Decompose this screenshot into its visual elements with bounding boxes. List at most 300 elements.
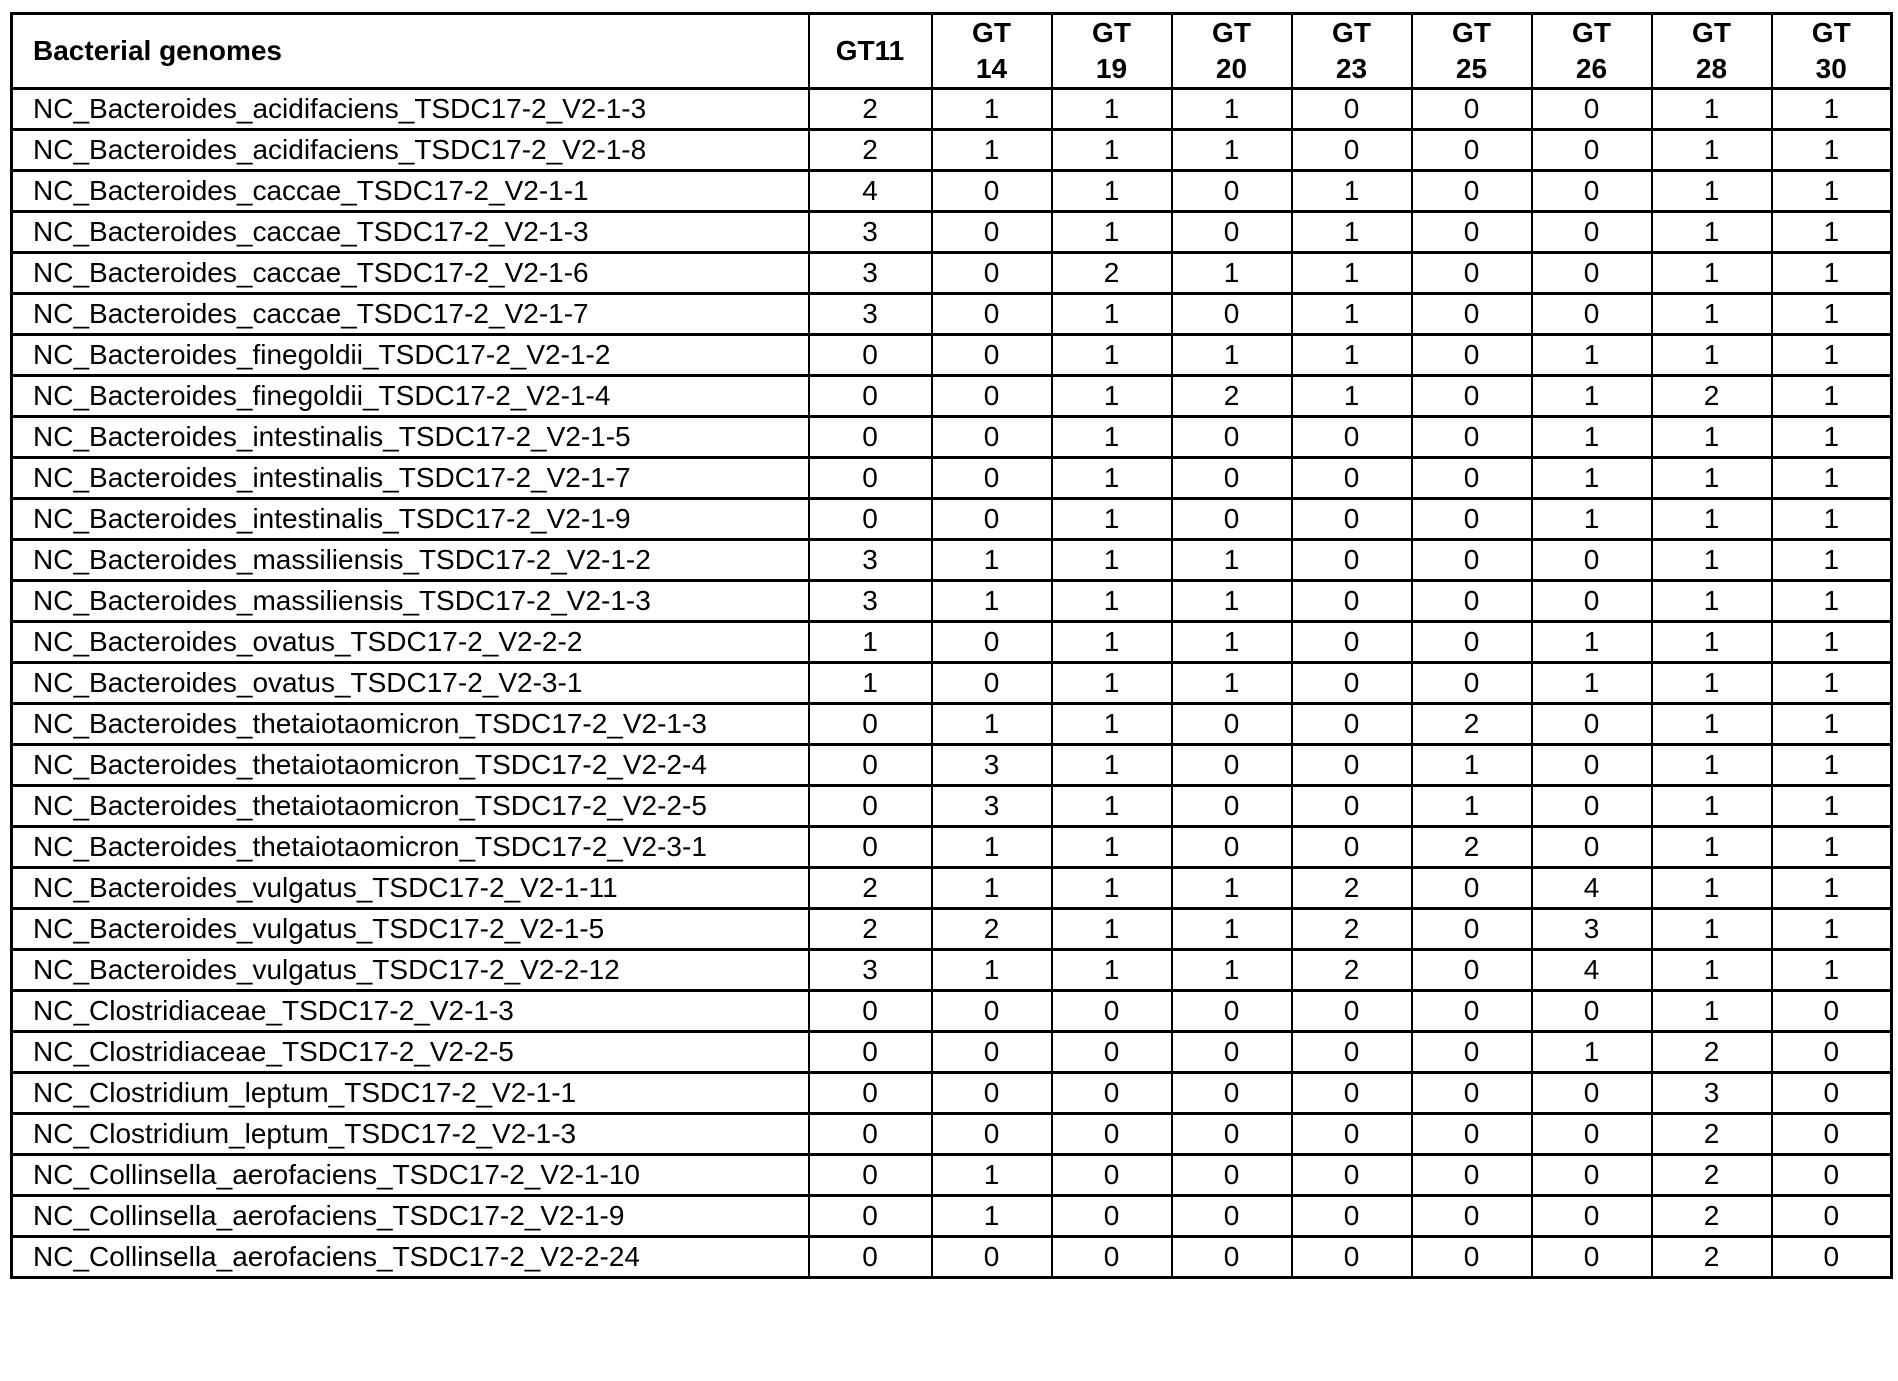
table-row	[12, 499, 1892, 540]
gt-count-cell: 1	[1052, 663, 1172, 704]
gt-count-cell: 2	[1652, 376, 1772, 417]
gt-count-cell: 0	[809, 1155, 932, 1196]
gt-count-cell: 0	[1772, 1032, 1892, 1073]
genome-name-cell: NC_Collinsella_aerofaciens_TSDC17-2_V2-1-10	[12, 1155, 809, 1196]
gt-count-cell: 0	[1412, 294, 1532, 335]
table-row	[12, 745, 1892, 786]
gt-count-cell: 3	[809, 212, 932, 253]
gt-count-cell: 1	[1652, 458, 1772, 499]
genome-name-cell: NC_Bacteroides_intestinalis_TSDC17-2_V2-1-7	[12, 458, 809, 499]
gt-count-cell: 0	[809, 417, 932, 458]
gt-count-cell: 0	[1412, 335, 1532, 376]
gt-count-cell: 0	[809, 499, 932, 540]
gt-count-cell: 1	[1772, 868, 1892, 909]
gt-count-cell: 1	[1052, 171, 1172, 212]
gt-count-cell: 0	[1532, 1196, 1652, 1237]
genome-name-cell: NC_Bacteroides_vulgatus_TSDC17-2_V2-1-11	[12, 868, 809, 909]
table-body	[12, 89, 1892, 1278]
table-row	[12, 458, 1892, 499]
gt-count-cell: 1	[1052, 581, 1172, 622]
gt-count-cell: 1	[1652, 622, 1772, 663]
gt-count-cell: 1	[1772, 786, 1892, 827]
gt-count-cell: 1	[1652, 212, 1772, 253]
column-header-gt: GT 23	[1292, 14, 1412, 89]
table-row	[12, 827, 1892, 868]
gt-count-cell: 0	[1052, 1032, 1172, 1073]
gt-count-cell: 1	[1652, 909, 1772, 950]
table-row	[12, 1155, 1892, 1196]
gt-count-cell: 1	[1772, 376, 1892, 417]
gt-count-cell: 0	[809, 786, 932, 827]
gt-count-cell: 0	[1412, 212, 1532, 253]
gt-count-cell: 0	[1292, 663, 1412, 704]
gt-count-cell: 2	[1052, 253, 1172, 294]
gt-count-cell: 2	[1292, 950, 1412, 991]
gt-count-cell: 0	[932, 335, 1052, 376]
genome-name-cell: NC_Bacteroides_thetaiotaomicron_TSDC17-2_V2-3-1	[12, 827, 809, 868]
genome-name-cell: NC_Bacteroides_acidifaciens_TSDC17-2_V2-1-3	[12, 89, 809, 130]
gt-count-cell: 0	[932, 1073, 1052, 1114]
gt-count-cell: 0	[809, 335, 932, 376]
gt-count-cell: 0	[809, 1196, 932, 1237]
gt-count-cell: 1	[1052, 417, 1172, 458]
gt-count-cell: 3	[1532, 909, 1652, 950]
gt-count-cell: 0	[1412, 1196, 1532, 1237]
gt-count-cell: 1	[1652, 130, 1772, 171]
gt-count-cell: 1	[1172, 540, 1292, 581]
gt-count-cell: 1	[1412, 745, 1532, 786]
gt-count-cell: 1	[1772, 294, 1892, 335]
gt-count-cell: 0	[1412, 909, 1532, 950]
gt-count-cell: 0	[1412, 868, 1532, 909]
gt-count-cell: 0	[1292, 745, 1412, 786]
gt-count-cell: 0	[1292, 1032, 1412, 1073]
gt-count-cell: 0	[1052, 1073, 1172, 1114]
gt-count-cell: 0	[1172, 1237, 1292, 1278]
gt-count-cell: 1	[1652, 89, 1772, 130]
gt-count-cell: 0	[1292, 130, 1412, 171]
gt-count-cell: 1	[1772, 335, 1892, 376]
column-header-genome: Bacterial genomes	[12, 14, 809, 89]
genome-name-cell: NC_Bacteroides_intestinalis_TSDC17-2_V2-1-5	[12, 417, 809, 458]
genome-name-cell: NC_Bacteroides_massiliensis_TSDC17-2_V2-1-3	[12, 581, 809, 622]
gt-count-cell: 1	[1292, 335, 1412, 376]
gt-count-cell: 1	[1772, 130, 1892, 171]
gt-count-cell: 0	[1172, 1114, 1292, 1155]
gt-count-cell: 0	[1412, 458, 1532, 499]
gt-count-cell: 0	[1412, 540, 1532, 581]
gt-count-cell: 1	[1292, 171, 1412, 212]
gt-count-cell: 2	[1292, 909, 1412, 950]
gt-count-cell: 0	[1532, 89, 1652, 130]
genome-name-cell: NC_Bacteroides_acidifaciens_TSDC17-2_V2-1-8	[12, 130, 809, 171]
gt-count-cell: 0	[1052, 1237, 1172, 1278]
gt-count-cell: 1	[1532, 1032, 1652, 1073]
gt-count-cell: 1	[1772, 499, 1892, 540]
gt-count-cell: 1	[809, 622, 932, 663]
genome-name-cell: NC_Bacteroides_intestinalis_TSDC17-2_V2-1-9	[12, 499, 809, 540]
gt-count-cell: 1	[1052, 376, 1172, 417]
gt-count-cell: 1	[1652, 499, 1772, 540]
gt-count-cell: 1	[1532, 335, 1652, 376]
gt-count-cell: 1	[1772, 171, 1892, 212]
gt-count-cell: 2	[1652, 1196, 1772, 1237]
gt-count-cell: 1	[1052, 786, 1172, 827]
gt-count-cell: 2	[809, 909, 932, 950]
gt-count-cell: 0	[1532, 991, 1652, 1032]
gt-count-cell: 0	[932, 663, 1052, 704]
gt-count-cell: 1	[1772, 212, 1892, 253]
gt-count-cell: 1	[1772, 622, 1892, 663]
gt-count-cell: 3	[932, 786, 1052, 827]
gt-count-cell: 1	[1772, 704, 1892, 745]
gt-count-cell: 0	[1292, 1196, 1412, 1237]
gt-count-cell: 1	[1652, 253, 1772, 294]
gt-count-cell: 0	[809, 1114, 932, 1155]
gt-count-cell: 1	[1532, 417, 1652, 458]
gt-count-cell: 0	[1292, 827, 1412, 868]
genome-name-cell: NC_Bacteroides_caccae_TSDC17-2_V2-1-3	[12, 212, 809, 253]
table-row	[12, 294, 1892, 335]
gt-count-cell: 0	[809, 991, 932, 1032]
gt-count-cell: 0	[1052, 1114, 1172, 1155]
gt-count-cell: 0	[1172, 294, 1292, 335]
gt-count-cell: 1	[932, 827, 1052, 868]
gt-count-cell: 3	[809, 581, 932, 622]
gt-count-cell: 0	[1172, 212, 1292, 253]
gt-count-cell: 2	[1652, 1114, 1772, 1155]
gt-count-cell: 0	[1172, 1073, 1292, 1114]
gt-count-cell: 1	[1652, 786, 1772, 827]
gt-count-cell: 0	[809, 376, 932, 417]
gt-count-cell: 1	[1652, 663, 1772, 704]
genome-name-cell: NC_Clostridium_leptum_TSDC17-2_V2-1-1	[12, 1073, 809, 1114]
table-row	[12, 622, 1892, 663]
gt-count-cell: 1	[1052, 868, 1172, 909]
table-row	[12, 909, 1892, 950]
column-header-gt: GT 14	[932, 14, 1052, 89]
genome-name-cell: NC_Bacteroides_thetaiotaomicron_TSDC17-2_V2-2-5	[12, 786, 809, 827]
gt-count-cell: 3	[809, 950, 932, 991]
table-row	[12, 212, 1892, 253]
gt-count-cell: 1	[1532, 458, 1652, 499]
gt-count-cell: 1	[1172, 909, 1292, 950]
gt-count-cell: 0	[1292, 1155, 1412, 1196]
gt-count-cell: 1	[932, 1155, 1052, 1196]
gt-count-cell: 0	[1532, 1114, 1652, 1155]
genome-name-cell: NC_Bacteroides_vulgatus_TSDC17-2_V2-2-12	[12, 950, 809, 991]
gt-count-cell: 1	[1052, 458, 1172, 499]
gt-count-cell: 0	[1412, 1073, 1532, 1114]
gt-count-cell: 1	[932, 540, 1052, 581]
gt-count-cell: 0	[932, 171, 1052, 212]
gt-count-cell: 0	[1292, 581, 1412, 622]
gt-count-cell: 0	[1532, 786, 1652, 827]
column-header-gt: GT 20	[1172, 14, 1292, 89]
gt-count-cell: 0	[1772, 1237, 1892, 1278]
gt-count-cell: 2	[1652, 1155, 1772, 1196]
genome-name-cell: NC_Bacteroides_caccae_TSDC17-2_V2-1-1	[12, 171, 809, 212]
gt-count-cell: 1	[1772, 417, 1892, 458]
gt-count-cell: 0	[932, 1237, 1052, 1278]
gt-count-cell: 1	[932, 868, 1052, 909]
gt-count-cell: 1	[1532, 499, 1652, 540]
table-row	[12, 950, 1892, 991]
gt-count-cell: 4	[1532, 950, 1652, 991]
gt-count-cell: 1	[809, 663, 932, 704]
gt-count-cell: 0	[809, 745, 932, 786]
gt-count-cell: 1	[1052, 130, 1172, 171]
table-row	[12, 786, 1892, 827]
gt-count-cell: 0	[1292, 991, 1412, 1032]
column-header-gt: GT 19	[1052, 14, 1172, 89]
gt-count-cell: 1	[1172, 868, 1292, 909]
gt-count-cell: 4	[1532, 868, 1652, 909]
gt-count-cell: 2	[809, 130, 932, 171]
gt-count-cell: 0	[809, 704, 932, 745]
gt-count-cell: 0	[1412, 991, 1532, 1032]
gt-count-cell: 1	[1052, 89, 1172, 130]
column-header-gt: GT 30	[1772, 14, 1892, 89]
gt-count-cell: 1	[1172, 130, 1292, 171]
gt-count-cell: 0	[809, 1237, 932, 1278]
gt-count-cell: 1	[932, 89, 1052, 130]
gt-count-cell: 0	[1052, 1196, 1172, 1237]
gt-count-cell: 1	[1772, 89, 1892, 130]
table-row	[12, 1073, 1892, 1114]
table-row	[12, 130, 1892, 171]
gt-count-cell: 0	[1532, 130, 1652, 171]
genome-name-cell: NC_Clostridium_leptum_TSDC17-2_V2-1-3	[12, 1114, 809, 1155]
gt-count-cell: 1	[1292, 376, 1412, 417]
gt-count-cell: 0	[932, 1032, 1052, 1073]
gt-count-cell: 0	[809, 827, 932, 868]
gt-count-cell: 1	[1412, 786, 1532, 827]
genome-name-cell: NC_Clostridiaceae_TSDC17-2_V2-1-3	[12, 991, 809, 1032]
gt-count-cell: 1	[1172, 335, 1292, 376]
gt-count-cell: 0	[1772, 1155, 1892, 1196]
genome-name-cell: NC_Bacteroides_finegoldii_TSDC17-2_V2-1-2	[12, 335, 809, 376]
column-header-gt: GT 25	[1412, 14, 1532, 89]
gt-count-cell: 1	[1772, 950, 1892, 991]
gt-count-cell: 0	[932, 294, 1052, 335]
table-row	[12, 581, 1892, 622]
table-row	[12, 1114, 1892, 1155]
gt-count-cell: 0	[1772, 1196, 1892, 1237]
table-row	[12, 89, 1892, 130]
gt-count-cell: 2	[1172, 376, 1292, 417]
genome-name-cell: NC_Bacteroides_caccae_TSDC17-2_V2-1-7	[12, 294, 809, 335]
genome-name-cell: NC_Bacteroides_ovatus_TSDC17-2_V2-3-1	[12, 663, 809, 704]
gt-count-cell: 0	[932, 458, 1052, 499]
gt-count-cell: 0	[1292, 1237, 1412, 1278]
gt-count-cell: 3	[809, 540, 932, 581]
gt-count-cell: 1	[1052, 212, 1172, 253]
gt-count-cell: 2	[1652, 1237, 1772, 1278]
gt-count-cell: 1	[1052, 827, 1172, 868]
gt-count-cell: 1	[1652, 704, 1772, 745]
gt-count-cell: 0	[1412, 663, 1532, 704]
table-header	[12, 14, 1892, 89]
table-row	[12, 417, 1892, 458]
gt-count-cell: 0	[1772, 1114, 1892, 1155]
gt-count-cell: 0	[1412, 89, 1532, 130]
gt-count-cell: 0	[809, 1073, 932, 1114]
gt-count-cell: 0	[1412, 581, 1532, 622]
gt-count-cell: 1	[1172, 663, 1292, 704]
gt-count-cell: 0	[1532, 540, 1652, 581]
gt-count-cell: 3	[1652, 1073, 1772, 1114]
gt-count-cell: 0	[1292, 1073, 1412, 1114]
gt-count-cell: 1	[1052, 294, 1172, 335]
gt-count-cell: 0	[932, 253, 1052, 294]
table-row	[12, 1237, 1892, 1278]
gt-count-cell: 1	[1772, 540, 1892, 581]
column-header-gt: GT 26	[1532, 14, 1652, 89]
gt-count-cell: 1	[1532, 622, 1652, 663]
gt-count-cell: 0	[1532, 253, 1652, 294]
gt-count-cell: 1	[932, 704, 1052, 745]
gt-count-cell: 1	[932, 581, 1052, 622]
gt-count-cell: 1	[1052, 499, 1172, 540]
gt-count-cell: 0	[1532, 171, 1652, 212]
genome-name-cell: NC_Bacteroides_ovatus_TSDC17-2_V2-2-2	[12, 622, 809, 663]
gt-count-cell: 0	[1292, 458, 1412, 499]
table-row	[12, 663, 1892, 704]
genome-gt-table	[10, 12, 1893, 1279]
gt-count-cell: 0	[932, 417, 1052, 458]
gt-count-cell: 0	[1172, 991, 1292, 1032]
gt-count-cell: 0	[932, 1114, 1052, 1155]
gt-count-cell: 1	[1652, 745, 1772, 786]
gt-count-cell: 0	[1292, 622, 1412, 663]
gt-count-cell: 1	[1772, 745, 1892, 786]
gt-count-cell: 0	[1412, 376, 1532, 417]
gt-count-cell: 2	[809, 89, 932, 130]
column-header-gt: GT 28	[1652, 14, 1772, 89]
gt-count-cell: 0	[1412, 253, 1532, 294]
gt-count-cell: 1	[932, 950, 1052, 991]
genome-name-cell: NC_Bacteroides_thetaiotaomicron_TSDC17-2_V2-1-3	[12, 704, 809, 745]
column-header-gt: GT11	[809, 14, 932, 89]
gt-count-cell: 0	[1532, 212, 1652, 253]
gt-count-cell: 1	[1532, 376, 1652, 417]
gt-count-cell: 0	[1532, 1237, 1652, 1278]
gt-count-cell: 0	[1412, 1114, 1532, 1155]
gt-count-cell: 1	[1772, 253, 1892, 294]
gt-count-cell: 0	[932, 212, 1052, 253]
table-row	[12, 1032, 1892, 1073]
gt-count-cell: 0	[932, 622, 1052, 663]
gt-count-cell: 0	[1292, 417, 1412, 458]
gt-count-cell: 2	[1292, 868, 1412, 909]
gt-count-cell: 1	[1052, 704, 1172, 745]
gt-count-cell: 1	[1772, 663, 1892, 704]
table-row	[12, 991, 1892, 1032]
genome-name-cell: NC_Clostridiaceae_TSDC17-2_V2-2-5	[12, 1032, 809, 1073]
gt-count-cell: 0	[1172, 1196, 1292, 1237]
gt-count-cell: 0	[932, 376, 1052, 417]
gt-count-cell: 0	[1172, 1032, 1292, 1073]
gt-count-cell: 0	[1172, 1155, 1292, 1196]
gt-count-cell: 1	[1652, 827, 1772, 868]
gt-count-cell: 0	[1052, 1155, 1172, 1196]
gt-count-cell: 1	[1052, 950, 1172, 991]
genome-name-cell: NC_Collinsella_aerofaciens_TSDC17-2_V2-2-24	[12, 1237, 809, 1278]
gt-count-cell: 1	[1652, 540, 1772, 581]
gt-count-cell: 0	[1172, 499, 1292, 540]
gt-count-cell: 0	[1532, 745, 1652, 786]
gt-count-cell: 0	[1172, 827, 1292, 868]
gt-count-cell: 2	[1412, 827, 1532, 868]
gt-count-cell: 0	[1412, 171, 1532, 212]
genome-name-cell: NC_Bacteroides_massiliensis_TSDC17-2_V2-1-2	[12, 540, 809, 581]
gt-count-cell: 0	[1292, 540, 1412, 581]
gt-count-cell: 1	[1652, 417, 1772, 458]
gt-count-cell: 1	[1292, 212, 1412, 253]
gt-count-cell: 1	[1772, 458, 1892, 499]
gt-count-cell: 0	[1172, 704, 1292, 745]
gt-count-cell: 0	[1172, 745, 1292, 786]
gt-count-cell: 1	[1772, 909, 1892, 950]
genome-name-cell: NC_Collinsella_aerofaciens_TSDC17-2_V2-1-9	[12, 1196, 809, 1237]
table-row	[12, 1196, 1892, 1237]
gt-count-cell: 0	[1292, 89, 1412, 130]
table-row	[12, 335, 1892, 376]
gt-count-cell: 0	[1172, 417, 1292, 458]
gt-count-cell: 2	[1652, 1032, 1772, 1073]
gt-count-cell: 1	[1052, 335, 1172, 376]
gt-count-cell: 1	[1652, 581, 1772, 622]
gt-count-cell: 1	[1652, 335, 1772, 376]
gt-count-cell: 1	[1052, 745, 1172, 786]
gt-count-cell: 1	[1652, 171, 1772, 212]
table-row	[12, 171, 1892, 212]
gt-count-cell: 1	[1652, 991, 1772, 1032]
gt-count-cell: 2	[1412, 704, 1532, 745]
gt-count-cell: 1	[1772, 581, 1892, 622]
table-row	[12, 253, 1892, 294]
gt-count-cell: 0	[1052, 991, 1172, 1032]
gt-count-cell: 0	[1772, 991, 1892, 1032]
gt-count-cell: 0	[1532, 1073, 1652, 1114]
gt-count-cell: 1	[1052, 540, 1172, 581]
gt-count-cell: 2	[932, 909, 1052, 950]
gt-count-cell: 1	[1652, 868, 1772, 909]
gt-count-cell: 0	[1412, 130, 1532, 171]
gt-count-cell: 0	[1292, 704, 1412, 745]
gt-count-cell: 0	[1292, 499, 1412, 540]
gt-count-cell: 1	[1652, 294, 1772, 335]
gt-count-cell: 0	[932, 991, 1052, 1032]
gt-count-cell: 0	[1772, 1073, 1892, 1114]
genome-name-cell: NC_Bacteroides_finegoldii_TSDC17-2_V2-1-4	[12, 376, 809, 417]
gt-count-cell: 0	[1412, 417, 1532, 458]
gt-count-cell: 0	[1532, 827, 1652, 868]
gt-count-cell: 1	[1652, 950, 1772, 991]
gt-count-cell: 0	[1532, 1155, 1652, 1196]
gt-count-cell: 0	[1412, 622, 1532, 663]
gt-count-cell: 3	[932, 745, 1052, 786]
gt-count-cell: 1	[932, 1196, 1052, 1237]
gt-count-cell: 0	[1412, 499, 1532, 540]
gt-count-cell: 0	[809, 1032, 932, 1073]
gt-count-cell: 1	[1052, 909, 1172, 950]
gt-count-cell: 0	[1412, 1032, 1532, 1073]
gt-count-cell: 1	[1292, 253, 1412, 294]
gt-count-cell: 1	[1172, 89, 1292, 130]
table-row	[12, 868, 1892, 909]
